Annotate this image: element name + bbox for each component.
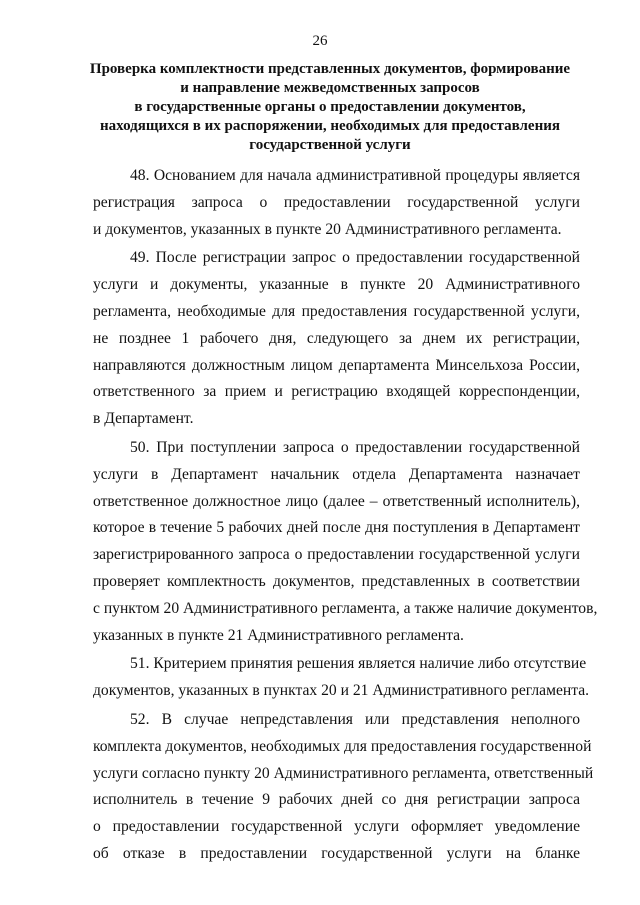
- text-line: указанных в пункте 21 Административного регламента.: [93, 626, 464, 644]
- text-line: 50. При поступлении запроса о предоставлении государственной: [130, 438, 580, 456]
- paragraph-50: [93, 435, 598, 649]
- heading-line: государственной услуги: [249, 137, 411, 153]
- text-line: услуги в Департамент начальник отдела Департамента назначает: [93, 465, 580, 483]
- paragraph-49: [93, 245, 580, 433]
- paragraph-52: [93, 707, 594, 868]
- document-body: [93, 163, 598, 870]
- text-line: с пунктом 20 Административного регламента, а также наличие документов,: [93, 599, 598, 617]
- text-line: в Департамент.: [93, 410, 194, 428]
- text-line: 49. После регистрации запрос о предоставлении государственной: [130, 249, 580, 267]
- text-line: услуги согласно пункту 20 Административного регламента, ответственный: [93, 764, 594, 782]
- text-line: услуги и документы, указанные в пункте 20 Административного: [93, 276, 580, 294]
- text-line: исполнитель в течение 9 рабочих дней со дня регистрации запроса: [93, 791, 580, 809]
- page-number: 26: [312, 33, 328, 49]
- text-line: которое в течение 5 рабочих дней после дня поступления в Департамент: [93, 519, 580, 537]
- text-line: направляются должностным лицом департамента Минсельхоза России,: [93, 356, 580, 374]
- text-line: 51. Критерием принятия решения является наличие либо отсутствие: [130, 655, 587, 673]
- text-line: о предоставлении государственной услуги оформляет уведомление: [93, 818, 580, 836]
- text-line: регламента, необходимые для предоставления государственной услуги,: [93, 302, 580, 320]
- section-heading: [80, 60, 580, 155]
- paragraph-48: [93, 163, 580, 243]
- heading-line: в государственные органы о предоставлении документов,: [134, 99, 526, 115]
- text-line: не позднее 1 рабочего дня, следующего за днем их регистрации,: [93, 329, 580, 347]
- text-line: 48. Основанием для начала административной процедуры является: [130, 167, 580, 184]
- text-line: проверяет комплектность документов, представленных в соответствии: [93, 572, 580, 590]
- heading-line: находящихся в их распоряжении, необходимых для предоставления: [100, 118, 560, 134]
- text-line: комплекта документов, необходимых для предоставления государственной: [93, 737, 592, 755]
- heading-line: Проверка комплектности представленных документов, формирование: [89, 61, 571, 77]
- text-line: и документов, указанных в пункте 20 Административного регламента.: [93, 220, 562, 238]
- text-line: 52. В случае непредставления или представления неполного: [130, 710, 580, 728]
- heading-line: и направление межведомственных запросов: [180, 80, 480, 96]
- text-line: регистрация запроса о предоставлении государственной услуги: [93, 193, 580, 211]
- text-line: об отказе в предоставлении государственной услуги на бланке: [93, 844, 580, 862]
- paragraph-51: [93, 651, 590, 705]
- text-line: ответственное должностное лицо (далее – ответственный исполнитель),: [93, 492, 580, 510]
- text-line: документов, указанных в пунктах 20 и 21 Административного регламента.: [93, 682, 590, 700]
- text-line: зарегистрированного запроса о предоставлении государственной услуги: [93, 546, 580, 564]
- text-line: ответственного за прием и регистрацию входящей корреспонденции,: [93, 383, 580, 401]
